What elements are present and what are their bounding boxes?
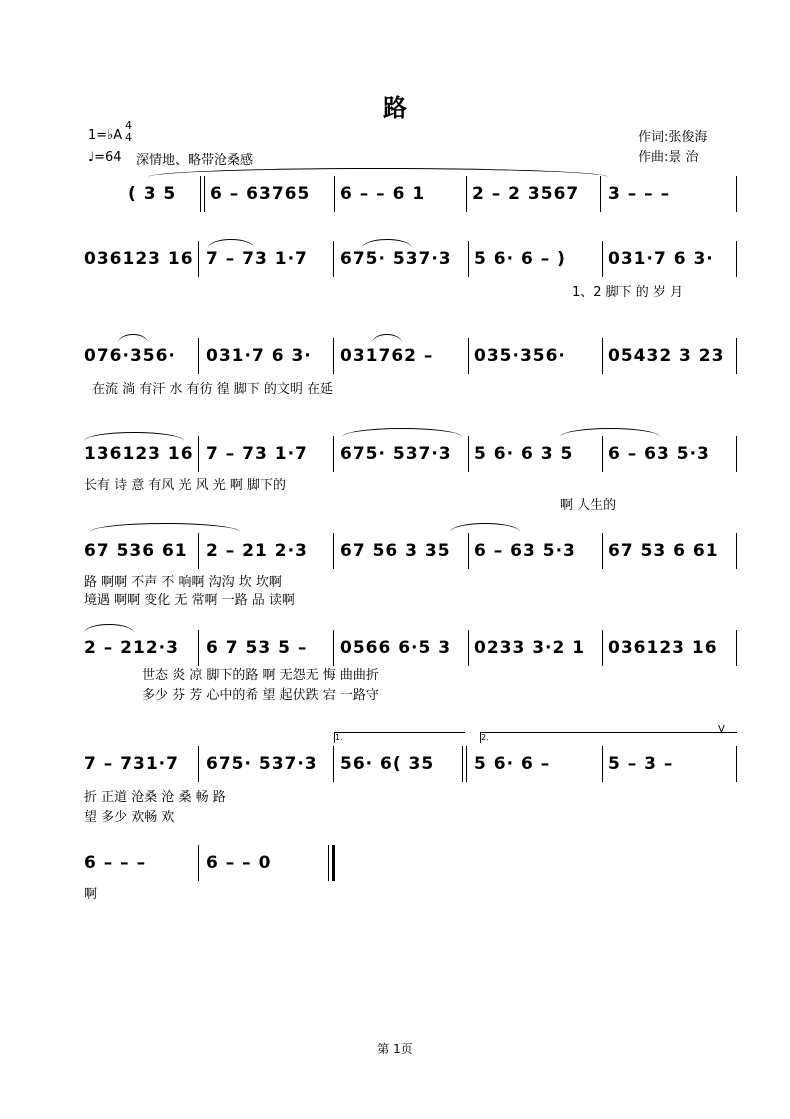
second-ending-bracket bbox=[480, 732, 737, 743]
measure: 5 6· 6 3 5 bbox=[474, 444, 574, 464]
measure: 6 – 63 5·3 bbox=[608, 444, 710, 464]
measure: 036123 16 bbox=[84, 249, 194, 269]
barline bbox=[468, 338, 469, 374]
measure: 6 – 63765 bbox=[210, 184, 311, 204]
barline bbox=[602, 630, 603, 666]
lyrics-line-1: 世态 炎 凉 脚下的路 啊 无怨无 悔 曲曲折 bbox=[142, 668, 379, 683]
key-signature: 1=♭A bbox=[88, 128, 123, 143]
barline bbox=[736, 241, 737, 277]
barline bbox=[600, 176, 601, 212]
time-sig-top: 4 bbox=[125, 119, 132, 132]
barline bbox=[333, 746, 334, 782]
measure: 56· 6( 35 bbox=[340, 754, 435, 774]
measure: 5 6· 6 – bbox=[474, 754, 551, 774]
measure: 076·356· bbox=[84, 346, 176, 366]
slur bbox=[84, 432, 184, 441]
slur bbox=[118, 334, 148, 343]
repeat-start-barline bbox=[200, 176, 201, 212]
barline bbox=[736, 533, 737, 569]
barline bbox=[736, 630, 737, 666]
measure: ( 3 5 bbox=[128, 184, 177, 204]
measure: 7 – 73 1·7 bbox=[206, 444, 308, 464]
final-barline-thin bbox=[328, 845, 329, 881]
slur bbox=[450, 523, 520, 532]
barline bbox=[602, 436, 603, 472]
barline bbox=[602, 338, 603, 374]
barline bbox=[736, 436, 737, 472]
barline bbox=[198, 533, 199, 569]
measure: 05432 3 23 bbox=[608, 346, 725, 366]
measure: 2 – 21 2·3 bbox=[206, 541, 308, 561]
slur bbox=[90, 523, 240, 532]
barline bbox=[468, 241, 469, 277]
barline bbox=[736, 176, 737, 212]
score-row-7 bbox=[0, 724, 790, 825]
time-sig-bottom: 4 bbox=[125, 131, 132, 144]
score-row-5 bbox=[0, 533, 790, 608]
tempo-marking: ♩=64 bbox=[88, 150, 122, 165]
second-ending-label: 2. bbox=[481, 733, 489, 742]
measure: 2 – 2 3567 bbox=[472, 184, 580, 204]
composer-credit: 作曲:景 治 bbox=[638, 150, 699, 165]
barline bbox=[198, 436, 199, 472]
measure: 0566 6·5 3 bbox=[340, 638, 452, 658]
barline bbox=[468, 630, 469, 666]
lyrics-line-2: 啊 人生的 bbox=[560, 498, 617, 513]
barline bbox=[198, 746, 199, 782]
final-barline-thick bbox=[332, 845, 335, 881]
measure: 675· 537·3 bbox=[206, 754, 318, 774]
barline bbox=[468, 436, 469, 472]
barline bbox=[736, 746, 737, 782]
measure: 7 – 731·7 bbox=[84, 754, 179, 774]
lyrics-line-1: 长有 诗 意 有风 光 风 光 啊 脚下的 bbox=[84, 478, 287, 493]
measure: 0233 3·2 1 bbox=[474, 638, 586, 658]
repeat-end-barline bbox=[462, 746, 463, 782]
score-row-8 bbox=[0, 845, 790, 902]
expression-marking: 深情地、略带沧桑感 bbox=[136, 153, 254, 168]
slur bbox=[372, 334, 402, 343]
barline bbox=[602, 533, 603, 569]
barline bbox=[333, 241, 334, 277]
lyrics-line-1: 啊 bbox=[84, 887, 98, 902]
slur bbox=[342, 428, 462, 437]
measure: 5 – 3 – bbox=[608, 754, 674, 774]
score-row-1 bbox=[0, 176, 790, 216]
measure: 675· 537·3 bbox=[340, 444, 452, 464]
phrase-slur bbox=[148, 168, 608, 177]
barline bbox=[198, 630, 199, 666]
slur bbox=[362, 239, 412, 248]
lyrics-line-2: 多少 芬 芳 心中的希 望 起伏跌 宕 一路守 bbox=[142, 688, 379, 703]
measure: 6 – – – bbox=[84, 853, 147, 873]
lyrics-line-2: 境遇 啊啊 变化 无 常啊 一路 品 读啊 bbox=[84, 593, 295, 608]
barline bbox=[602, 746, 603, 782]
measure: 3 – – – bbox=[608, 184, 671, 204]
barline bbox=[333, 436, 334, 472]
first-ending-bracket bbox=[334, 732, 465, 743]
lyrics-line-1: 折 正道 沧桑 沧 桑 畅 路 bbox=[84, 790, 226, 805]
measure: 031·7 6 3· bbox=[206, 346, 312, 366]
measure: 6 – – 0 bbox=[206, 853, 272, 873]
measure: 035·356· bbox=[474, 346, 566, 366]
time-signature bbox=[125, 120, 132, 144]
slur bbox=[560, 428, 660, 437]
measure: 136123 16 bbox=[84, 444, 194, 464]
lyrics-line-1: 在流 淌 有汗 水 有彷 徨 脚下 的文明 在延 bbox=[92, 382, 334, 397]
page-number: 第 1页 bbox=[377, 1042, 413, 1056]
lyrics-line-1: 路 啊啊 不声 不 响啊 沟沟 坎 坎啊 bbox=[84, 575, 282, 590]
lyrics-line-1: 1、2 脚下 的 岁 月 bbox=[572, 285, 684, 300]
barline bbox=[334, 176, 335, 212]
barline bbox=[333, 630, 334, 666]
barline bbox=[602, 241, 603, 277]
first-ending-label: 1. bbox=[335, 733, 343, 742]
lyricist-credit: 作词:张俊海 bbox=[638, 130, 708, 145]
score-row-6 bbox=[0, 630, 790, 703]
measure: 675· 537·3 bbox=[340, 249, 452, 269]
breath-mark: V bbox=[718, 724, 725, 735]
score-row-2 bbox=[0, 241, 790, 300]
score-row-3 bbox=[0, 338, 790, 397]
repeat-end-barline-thick bbox=[466, 746, 467, 782]
measure: 6 – 63 5·3 bbox=[474, 541, 576, 561]
barline bbox=[198, 845, 199, 881]
barline bbox=[468, 533, 469, 569]
measure: 67 536 61 bbox=[84, 541, 188, 561]
slur bbox=[208, 239, 254, 248]
barline bbox=[466, 176, 467, 212]
song-title: 路 bbox=[383, 93, 407, 122]
measure: 6 7 53 5 – bbox=[206, 638, 308, 658]
barline bbox=[198, 241, 199, 277]
measure: 2 – 212·3 bbox=[84, 638, 179, 658]
barline bbox=[198, 338, 199, 374]
measure: 031762 – bbox=[340, 346, 434, 366]
barline bbox=[736, 338, 737, 374]
measure: 5 6· 6 – ) bbox=[474, 249, 566, 269]
measure: 67 56 3 35 bbox=[340, 541, 451, 561]
lyrics-line-2: 望 多少 欢畅 欢 bbox=[84, 810, 175, 825]
barline bbox=[204, 176, 205, 212]
slur bbox=[84, 624, 134, 633]
barline bbox=[333, 533, 334, 569]
measure: 031·7 6 3· bbox=[608, 249, 714, 269]
measure: 6 – – 6 1 bbox=[340, 184, 426, 204]
measure: 036123 16 bbox=[608, 638, 718, 658]
measure: 67 53 6 61 bbox=[608, 541, 719, 561]
barline bbox=[333, 338, 334, 374]
score-row-4 bbox=[0, 436, 790, 513]
measure: 7 – 73 1·7 bbox=[206, 249, 308, 269]
